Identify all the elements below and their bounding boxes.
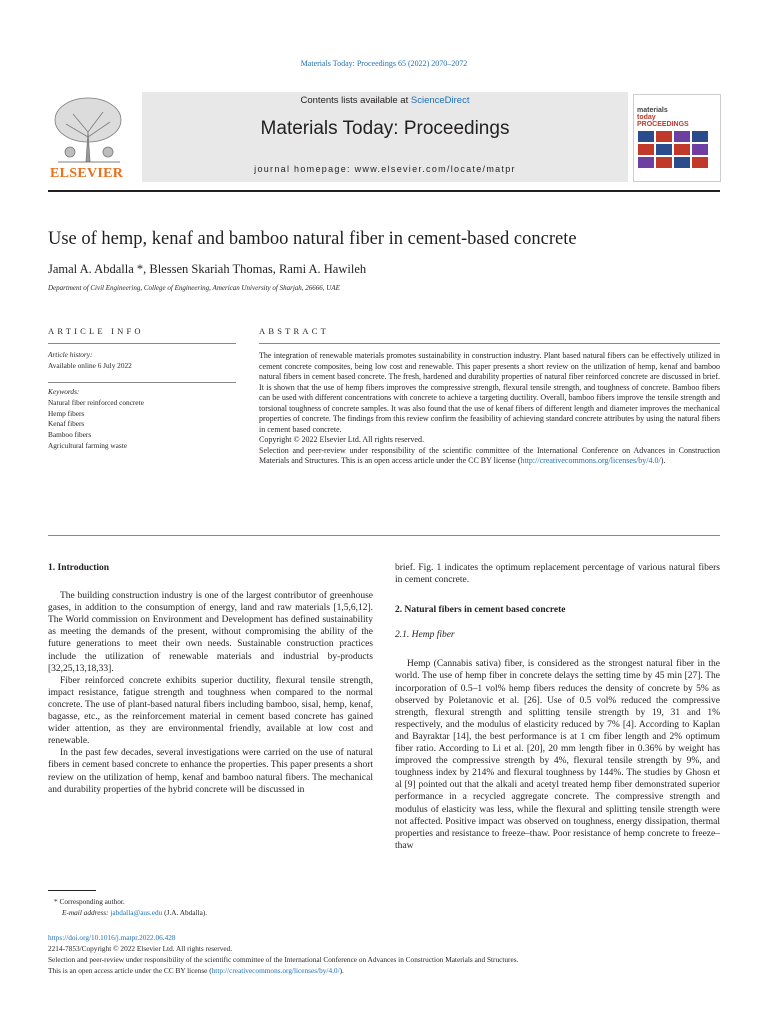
subsection-heading-hemp: 2.1. Hemp fiber xyxy=(395,630,455,641)
journal-title: Materials Today: Proceedings xyxy=(260,118,510,139)
issn-line: 2214-7853/Copyright © 2022 Elsevier Ltd. All rights reserved. xyxy=(48,944,233,953)
history-label: Article history: xyxy=(48,350,93,359)
selection-text: Selection and peer-review under responsibility of the scientific committee of the International Conference on Advances in Construction Materials and Structures. This is an open access article under the CC BY license ( xyxy=(259,445,720,465)
footnote-rule xyxy=(48,890,96,891)
article-info-rule xyxy=(48,343,236,344)
intro-paragraph-3: In the past few decades, several investigations were carried on the use of natural fibers in cement based concrete to enhance the properties. This paper presents a short review on the utilization of hemp, kenaf and bamboo natural fibers. The mechanical and durability properties of the hybrid concrete will be discussed in xyxy=(48,748,373,795)
abstract-heading: ABSTRACT xyxy=(259,326,329,336)
abstract-text: The integration of renewable materials promotes sustainability in construction industry. Plant based natural fibers can be effectively utilized in cement concrete composites, being low cost and renewable. This paper presents a short review on the utilization of hemp, kenaf and bamboo natural fibers in cement based concrete. The fresh, hardened and durability properties of natural fiber reinforced concrete are discussed in brief. It is shown that the use of hemp fibers improves the compressive strength, flexural tensile strength, and toughness of concrete. Bamboo fibers can be used with different concentrations with concrete to achieve a targeting ductility. Overall, bamboo fibers improve the tensile strength and torsional toughness of concrete samples. It was also found that the use of kenaf fibers of different length and diameter improves the mechanical properties of concrete. The findings from this review confirm the feasibility of achieving standard concrete attributes by using the natural fibers in cement based concrete. xyxy=(259,351,720,434)
keyword: Agricultural farming waste xyxy=(48,440,128,450)
section-heading-natural-fibers: 2. Natural fibers in cement based concrete xyxy=(395,605,566,616)
journal-reference[interactable]: Materials Today: Proceedings 65 (2022) 2070–2072 xyxy=(300,59,468,68)
doi-link[interactable]: https://doi.org/10.1016/j.matpr.2022.06.428 xyxy=(48,933,176,942)
cover-line-3: PROCEEDINGS xyxy=(637,121,689,128)
email-link[interactable]: jabdalla@aus.edu xyxy=(110,908,163,917)
left-column xyxy=(48,562,373,796)
keyword: Natural fiber reinforced concrete xyxy=(48,397,144,407)
abstract-copyright: Copyright © 2022 Elsevier Ltd. All rights reserved. xyxy=(259,435,424,444)
section-heading-intro: 1. Introduction xyxy=(48,563,110,573)
page-footer xyxy=(48,932,720,976)
footer-selection: Selection and peer-review under responsibility of the scientific committee of the International Conference on Advances in Construction Materials and Structures. xyxy=(48,955,519,964)
contents-prefix: Contents lists available at xyxy=(300,95,411,106)
abstract-body xyxy=(259,351,720,467)
abstract-rule xyxy=(259,343,720,344)
footer-license xyxy=(48,965,720,976)
footnote xyxy=(48,896,207,918)
journal-homepage[interactable]: journal homepage: www.elsevier.com/locate/matpr xyxy=(254,164,516,174)
sciencedirect-link[interactable]: ScienceDirect xyxy=(410,95,470,106)
footnote-mark: * xyxy=(54,897,58,906)
paper-authors: Jamal A. Abdalla *, Blessen Skariah Thomas, Rami A. Hawileh xyxy=(48,262,367,276)
affiliation: Department of Civil Engineering, College of Engineering, American University of Sharjah, 26666, UAE xyxy=(48,284,340,292)
email-suffix: (J.A. Abdalla). xyxy=(162,908,208,917)
abstract-selection xyxy=(259,446,720,467)
history-rule xyxy=(48,382,236,383)
intro-paragraph-2: Fiber reinforced concrete exhibits superior ductility, flexural tensile strength, impact resistance, fatigue strength and toughness when compared to the normal concrete. The use of plant-based natural fibers including bamboo, sisal, hemp, kenaf, bagasse, etc., as the reinforcement material in cement based concrete has gained wider attention, as they are environmental friendly, available at low cost and renewable. xyxy=(48,675,373,747)
corresponding-label: Corresponding author. xyxy=(59,897,125,906)
keyword: Kenaf fibers xyxy=(48,419,85,429)
cover-line-1: materials xyxy=(637,107,668,114)
paper-title: Use of hemp, kenaf and bamboo natural fiber in cement-based concrete xyxy=(48,229,577,249)
figure-reference-paragraph: brief. Fig. 1 indicates the optimum replacement percentage of various natural fibers in cement concrete. xyxy=(395,563,720,586)
contents-line xyxy=(142,95,628,106)
elsevier-wordmark: ELSEVIER xyxy=(50,166,124,181)
journal-header xyxy=(48,92,720,184)
corresponding-note xyxy=(48,896,207,907)
article-info-heading: ARTICLE INFO xyxy=(48,326,144,336)
keywords-label: Keywords: xyxy=(48,387,80,396)
email-note xyxy=(48,907,207,918)
journal-cover-image xyxy=(633,94,721,182)
intro-paragraph-1: The building construction industry is one of the largest contributor of greenhouse gases, in addition to the consumption of energy, land and raw materials [1,5,6,12]. The World commission on Environment and Development has defined sustainability as meeting the demands of the present, without compromising the ability of the future generations to meet their own needs. Sustainable construction practices include the utilization of renewable materials and industrial by-products [32,25,13,18,33]. xyxy=(48,591,373,674)
cover-grid-icon xyxy=(634,95,720,181)
keyword: Bamboo fibers xyxy=(48,430,92,440)
header-band xyxy=(142,92,628,182)
article-history xyxy=(48,350,132,372)
email-label: E-mail address: xyxy=(62,908,111,917)
license-link[interactable]: http://creativecommons.org/licenses/by/4.0/ xyxy=(520,456,661,465)
cover-line-2: today xyxy=(637,114,656,121)
keyword: Hemp fibers xyxy=(48,408,85,418)
license-suffix: ). xyxy=(339,966,344,975)
selection-end: ). xyxy=(660,456,666,465)
history-value: Available online 6 July 2022 xyxy=(48,360,132,370)
keywords-block xyxy=(48,387,144,452)
right-column xyxy=(395,562,720,852)
abstract-bottom-rule xyxy=(48,535,720,536)
header-rule xyxy=(48,190,720,192)
license-prefix: This is an open access article under the CC BY license ( xyxy=(48,966,212,975)
hemp-paragraph: Hemp (Cannabis sativa) fiber, is considered as the strongest natural fiber in the world. The use of hemp fiber in concrete delays the setting time by 45 min [27]. The incorporation of 0.5–1 vol% hemp fibers reduces the density of concrete by 5% as observed by Poletanovic et al. [26]. Use of 0.5 vol% reduced the compressive strength, flexural strength and splitting tensile strength by 19, 31 and 1% respectively, and the modulus of elasticity reduced by 7% [4]. According to Kaplan and Bayraktar [14], the best performance is at 1 cm fiber length and 2% optimum fiber ratio. According to Li et al. [20], 20 mm length fiber in 0.36% by weight has improved the compressive strength by 4%, flexural tensile strength by 9%, and toughness index by 214% and flexural toughness by 144%. The studies by Ghosn et al [9] pointed out that the alkali and acetyl treated hemp fiber demonstrated superior performance in a recycled aggregate concrete. The compressive strength and modulus of elasticity was less, while the flexural and splitting tensile strength were not affected. Positive impact was observed on toughness, energy dissipation, thermal properties and resistance to freeze–thaw. Poor resistance of hemp concrete to freeze–thaw xyxy=(395,659,720,851)
footer-license-link[interactable]: http://creativecommons.org/licenses/by/4.0/ xyxy=(211,966,340,975)
